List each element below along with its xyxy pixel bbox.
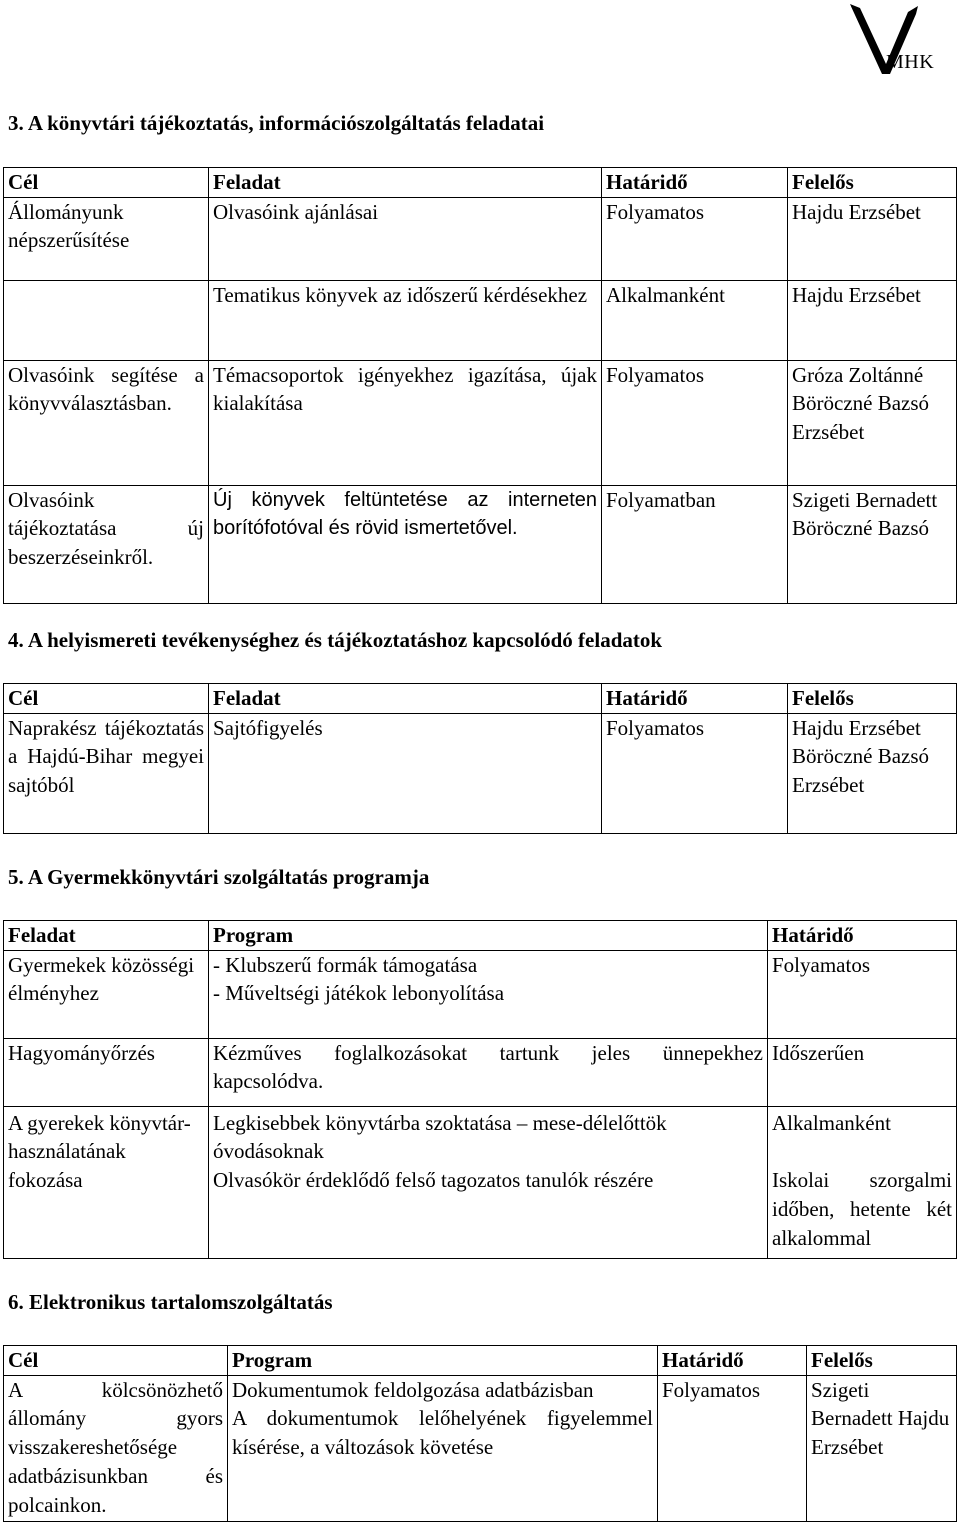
cell-cel: Olvasóink segítése a könyvválasztásban. [4,360,209,485]
cell-hatarido: Időszerűen [768,1038,957,1106]
section-5-table [3,920,957,1259]
header-feladat: Feladat [209,168,602,198]
cell-feladat: Új könyvek feltüntetése az interneten borítófotóval és rövid ismertetővel. [209,485,602,603]
header-hatarido: Határidő [658,1346,807,1376]
table-header-row [4,921,957,951]
section-4-table [3,683,957,834]
cell-cel: Állományunk népszerűsítése [4,197,209,280]
cell-program [228,1375,658,1521]
cell-hatarido: Folyamatban [602,485,788,603]
header-cel: Cél [4,684,209,714]
header-program: Program [228,1346,658,1376]
cell-hatarido: Folyamatos [768,950,957,1038]
cell-felelos: Szigeti Bernadett Hajdu Erzsébet [807,1375,957,1521]
program-item: A dokumentumok lelőhelyének figyelemmel kísérése, a változások követése [232,1406,653,1460]
cell-feladat: Hagyományőrzés [4,1038,209,1106]
header-felelos: Felelős [807,1346,957,1376]
header-feladat: Feladat [209,684,602,714]
header-program: Program [209,921,768,951]
table-row [4,280,957,360]
cell-hatarido [768,1106,957,1258]
cell-hatarido: Folyamatos [602,197,788,280]
cell-program: Kézműves foglalkozásokat tartunk jeles ünnepekhez kapcsolódva. [209,1038,768,1106]
header-hatarido: Határidő [602,168,788,198]
header-cel: Cél [4,1346,228,1376]
section-5-title: 5. A Gyermekkönyvtári szolgáltatás programja [8,865,430,889]
header-hatarido: Határidő [602,684,788,714]
vmhk-logo [846,2,946,78]
cell-feladat: A gyerekek könyvtár-használatának fokozása [4,1106,209,1258]
section-3-title: 3. A könyvtári tájékoztatás, információszolgáltatás feladatai [8,111,545,135]
table-row [4,1375,957,1521]
table-row [4,485,957,603]
cell-cel [4,280,209,360]
cell-cel: Naprakész tájékoztatás a Hajdú-Bihar megyei sajtóból [4,713,209,833]
cell-feladat: Olvasóink ajánlásai [209,197,602,280]
table-header-row [4,168,957,198]
header-felelos: Felelős [788,684,957,714]
cell-felelos: Gróza Zoltánné Böröczné Bazsó Erzsébet [788,360,957,485]
program-item: Dokumentumok feldolgozása adatbázisban [232,1377,594,1402]
table-row [4,1106,957,1258]
table-header-row [4,684,957,714]
cell-feladat: Tematikus könyvek az időszerű kérdésekhez [209,280,602,360]
cell-hatarido: Folyamatos [602,360,788,485]
table-row [4,197,957,280]
cell-cel: A kölcsönözhető állomány gyors visszakereshetősége adatbázisunkban és polcainkon. [4,1375,228,1521]
cell-program [209,1106,768,1258]
cell-feladat: Gyermekek közösségi élményhez [4,950,209,1038]
cell-cel: Olvasóink tájékoztatása új beszerzéseinkről. [4,485,209,603]
cell-felelos: Szigeti Bernadett Böröczné Bazsó [788,485,957,603]
header-felelos: Felelős [788,168,957,198]
cell-feladat: Témacsoportok igényekhez igazítása, újak kialakítása [209,360,602,485]
cell-hatarido: Folyamatos [602,713,788,833]
header-cel: Cél [4,168,209,198]
program-item: Olvasókör érdeklődő felső tagozatos tanulók részére [213,1168,654,1193]
logo-text: MHK [886,51,935,73]
section-3-table [3,167,957,604]
header-hatarido: Határidő [768,921,957,951]
cell-felelos: Hajdu Erzsébet Böröczné Bazsó Erzsébet [788,713,957,833]
section-6-table [3,1345,957,1522]
table-row [4,950,957,1038]
table-row [4,1038,957,1106]
cell-feladat: Sajtófigyelés [209,713,602,833]
deadline-item: Alkalmanként [772,1110,891,1135]
table-row [4,713,957,833]
deadline-item: Iskolai szorgalmi időben, hetente két alkalommal [772,1168,952,1250]
cell-hatarido: Alkalmanként [602,280,788,360]
cell-felelos: Hajdu Erzsébet [788,197,957,280]
program-item: Legkisebbek könyvtárba szoktatása – mese-délelőttök óvodásoknak [213,1110,667,1164]
table-row [4,360,957,485]
cell-program: - Klubszerű formák támogatása - Műveltségi játékok lebonyolítása [209,950,768,1038]
cell-hatarido: Folyamatos [658,1375,807,1521]
table-header-row [4,1346,957,1376]
section-4-title: 4. A helyismereti tevékenységhez és tájékoztatáshoz kapcsolódó feladatok [8,628,663,652]
cell-felelos: Hajdu Erzsébet [788,280,957,360]
header-feladat: Feladat [4,921,209,951]
section-6-title: 6. Elektronikus tartalomszolgáltatás [8,1290,333,1314]
